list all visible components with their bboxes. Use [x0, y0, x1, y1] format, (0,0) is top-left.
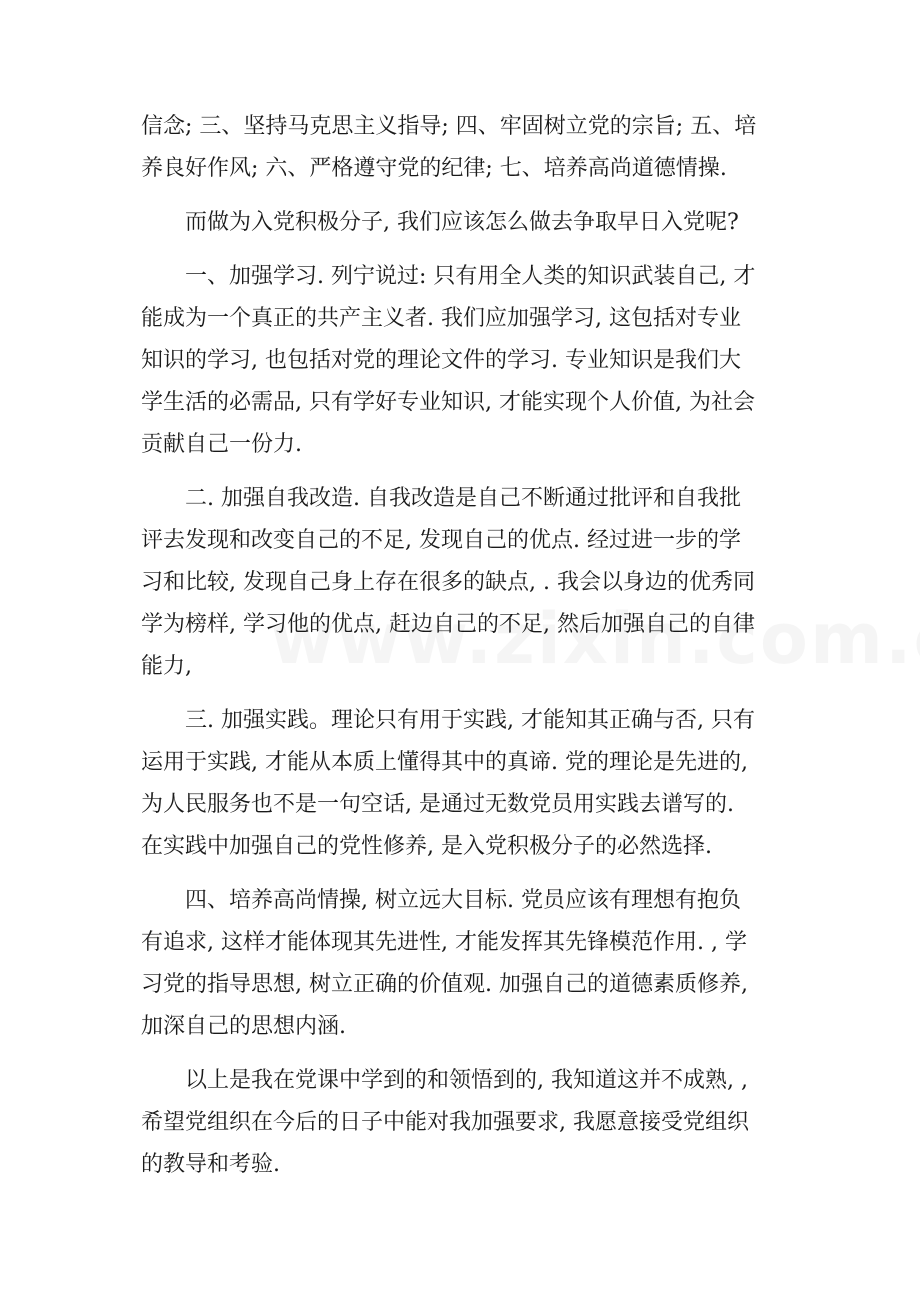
text-line: 养良好作风; 六、严格遵守党的纪律; 七、培养高尚道德情操. — [141, 156, 727, 181]
paragraph — [141, 1060, 781, 1186]
text-line: 习党的指导思想, 树立正确的价值观. 加强自己的道德素质修养, — [141, 972, 748, 997]
text-line: 能力, — [141, 654, 192, 679]
paragraph — [141, 256, 781, 466]
document-body — [141, 106, 781, 1198]
text-line: 在实践中加强自己的党性修养, 是入党积极分子的必然选择. — [141, 834, 712, 859]
text-line: 希望党组织在今后的日子中能对我加强要求, 我愿意接受党组织 — [141, 1110, 749, 1135]
text-line: 一、加强学习. 列宁说过: 只有用全人类的知识武装自己, 才 — [185, 264, 756, 289]
paragraph — [141, 106, 781, 190]
paragraph — [141, 700, 781, 868]
text-line: 加深自己的思想内涵. — [141, 1014, 346, 1039]
text-line: 习和比较, 发现自己身上存在很多的缺点, . 我会以身边的优秀同 — [141, 570, 755, 595]
text-line: 学生活的必需品, 只有学好专业知识, 才能实现个人价值, 为社会 — [141, 390, 755, 415]
paragraph — [141, 202, 781, 244]
text-line: 学为榜样, 学习他的优点, 赶边自己的不足, 然后加强自己的自律 — [141, 612, 755, 637]
text-line: 三. 加强实践。理论只有用于实践, 才能知其正确与否, 只有 — [185, 708, 755, 733]
paragraph — [141, 880, 781, 1048]
text-line: 能成为一个真正的共产主义者. 我们应加强学习, 这包括对专业 — [141, 306, 741, 331]
text-line: 二. 加强自我改造. 自我改造是自己不断通过批评和自我批 — [185, 486, 741, 511]
paragraph — [141, 478, 781, 688]
text-line: 信念; 三、坚持马克思主义指导; 四、牢固树立党的宗旨; 五、培 — [141, 114, 757, 139]
text-line: 为人民服务也不是一句空话, 是通过无数党员用实践去谱写的. — [141, 792, 734, 817]
text-line: 有追求, 这样才能体现其先进性, 才能发挥其先锋模范作用. , 学 — [141, 930, 747, 955]
text-line: 而做为入党积极分子, 我们应该怎么做去争取早日入党呢? — [185, 210, 739, 235]
text-line: 以上是我在党课中学到的和领悟到的, 我知道这并不成熟, , — [185, 1068, 748, 1093]
text-line: 的教导和考验. — [141, 1152, 280, 1177]
text-line: 知识的学习, 也包括对党的理论文件的学习. 专业知识是我们大 — [141, 348, 741, 373]
text-line: 运用于实践, 才能从本质上懂得其中的真谛. 党的理论是先进的, — [141, 750, 748, 775]
text-line: 贡献自己一份力. — [141, 432, 302, 457]
text-line: 评去发现和改变自己的不足, 发现自己的优点. 经过进一步的学 — [141, 528, 741, 553]
text-line: 四、培养高尚情操, 树立远大目标. 党员应该有理想有抱负 — [185, 888, 741, 913]
